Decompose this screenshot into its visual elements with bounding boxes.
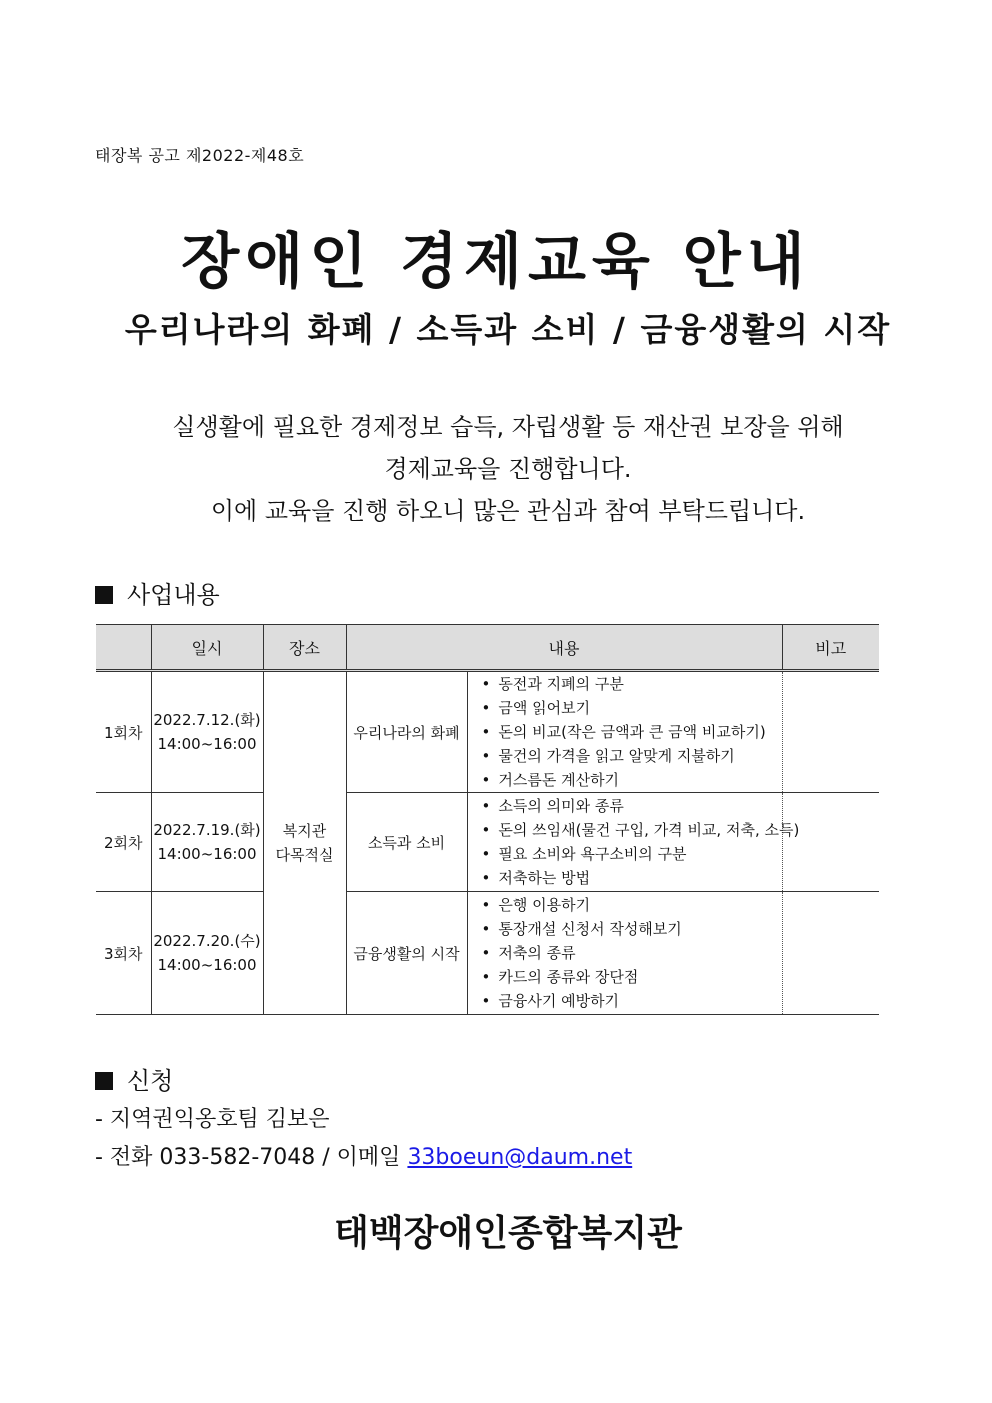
section-apply-heading — [95, 1066, 173, 1096]
header-datetime: 일시 — [151, 625, 263, 671]
list-item: • 통장개설 신청서 작성해보기 — [482, 917, 782, 941]
time-text: 14:00~16:00 — [157, 956, 257, 974]
table-header-row — [96, 625, 879, 671]
header-note: 비고 — [782, 625, 879, 671]
table-row — [96, 671, 879, 793]
list-item: • 저축의 종류 — [482, 941, 782, 965]
list-item: • 소득의 의미와 종류 — [482, 794, 782, 818]
section-business-heading — [95, 580, 220, 610]
session-cell: 3회차 — [96, 892, 151, 1015]
contact-phone-line — [95, 1143, 632, 1173]
place-line-2: 다목적실 — [275, 846, 334, 864]
page-subtitle: 우리나라의 화폐 / 소득과 소비 / 금융생활의 시작 — [124, 310, 892, 349]
datetime-cell — [151, 671, 263, 793]
table-row — [96, 892, 879, 1015]
section-business-label: 사업내용 — [127, 581, 220, 609]
topic-cell: 소득과 소비 — [346, 793, 467, 892]
session-cell: 1회차 — [96, 671, 151, 793]
content-cell — [467, 892, 782, 1015]
page-title: 장애인 경제교육 안내 — [181, 227, 811, 297]
date-text: 2022.7.20.(수) — [153, 932, 261, 950]
list-item: • 거스름돈 계산하기 — [482, 768, 782, 792]
section-apply-label: 신청 — [127, 1067, 174, 1095]
organization-name: 태백장애인종합복지관 — [334, 1213, 682, 1254]
topic-cell: 우리나라의 화폐 — [346, 671, 467, 793]
list-item: • 동전과 지폐의 구분 — [482, 672, 782, 696]
time-text: 14:00~16:00 — [157, 845, 257, 863]
place-line-1: 복지관 — [282, 822, 327, 840]
date-text: 2022.7.12.(화) — [153, 711, 261, 729]
list-item: • 돈의 비교(작은 금액과 큰 금액 비교하기) — [482, 720, 782, 744]
intro-paragraph — [0, 406, 992, 532]
content-cell — [467, 793, 800, 892]
table-row — [96, 793, 879, 892]
list-item: • 돈의 쓰임새(물건 구입, 가격 비교, 저축, 소득) — [482, 818, 782, 842]
session-cell: 2회차 — [96, 793, 151, 892]
square-bullet-icon — [95, 586, 113, 604]
phone-text: - 전화 033-582-7048 / 이메일 — [95, 1145, 408, 1170]
list-item: • 저축하는 방법 — [482, 866, 782, 890]
header-place: 장소 — [263, 625, 346, 671]
list-item: • 은행 이용하기 — [482, 893, 782, 917]
square-bullet-icon — [95, 1072, 113, 1090]
topic-cell: 금융생활의 시작 — [346, 892, 467, 1015]
note-cell — [782, 892, 879, 1015]
time-text: 14:00~16:00 — [157, 735, 257, 753]
intro-line-1: 실생활에 필요한 경제정보 습득, 자립생활 등 재산권 보장을 위해 — [172, 413, 844, 441]
note-cell — [782, 793, 879, 892]
list-item: • 금융사기 예방하기 — [482, 989, 782, 1013]
content-cell — [467, 671, 782, 793]
datetime-cell — [151, 892, 263, 1015]
place-cell — [263, 671, 346, 1015]
list-item: • 금액 읽어보기 — [482, 696, 782, 720]
contact-team-line: - 지역권익옹호팀 김보은 — [95, 1107, 330, 1132]
list-item: • 필요 소비와 욕구소비의 구분 — [482, 842, 782, 866]
intro-line-3: 이에 교육을 진행 하오니 많은 관심과 참여 부탁드립니다. — [210, 497, 806, 525]
email-link[interactable]: 33boeun@daum.net — [407, 1145, 633, 1170]
note-cell — [782, 671, 879, 793]
schedule-table — [96, 624, 879, 1015]
datetime-cell — [151, 793, 263, 892]
list-item: • 물건의 가격을 읽고 알맞게 지불하기 — [482, 744, 782, 768]
list-item: • 카드의 종류와 장단점 — [482, 965, 782, 989]
header-session — [96, 625, 151, 671]
header-content: 내용 — [346, 625, 782, 671]
intro-line-2: 경제교육을 진행합니다. — [384, 455, 632, 483]
notice-number: 태장복 공고 제2022-제48호 — [95, 146, 305, 165]
date-text: 2022.7.19.(화) — [153, 821, 261, 839]
